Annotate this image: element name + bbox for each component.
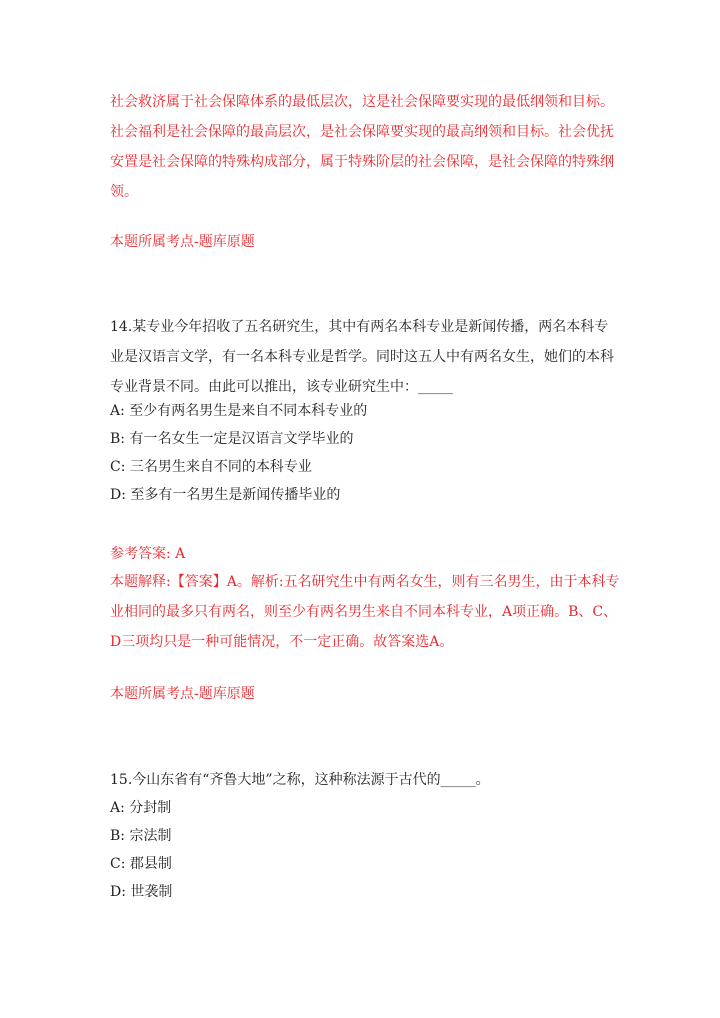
q15-option-c: C: 郡县制 [110, 856, 172, 872]
prev-explanation: 社会救济属于社会保障体系的最低层次，这是社会保障要实现的最低纲领和目标。社会福利是社会保障的最高层次，是社会保障要实现的最高纲领和目标。社会优抚安置是社会保障的特殊构成部分，属于特殊阶层的社会保障，是社会保障的特殊纲领。 [110, 94, 614, 200]
q14-option-b: B: 有一名女生一定是汉语言文学毕业的 [110, 431, 354, 447]
q15-option-d: D: 世袭制 [110, 884, 173, 900]
q15-option-a: A: 分封制 [110, 800, 172, 816]
q14-option-d: D: 至多有一名男生是新闻传播毕业的 [110, 487, 341, 503]
q14-answer: 参考答案: A [110, 546, 186, 562]
prev-source: 本题所属考点-题库原题 [110, 234, 255, 250]
q15-option-b: B: 宗法制 [110, 828, 172, 844]
q14-stem: 14.某专业今年招收了五名研究生，其中有两名本科专业是新闻传播，两名本科专业是汉语言文学，有一名本科专业是哲学。同时这五人中有两名女生，她们的本科专业背景不同。由此可以推出，该专业研究生中：_____ [110, 319, 614, 395]
q15-stem: 15.今山东省有“齐鲁大地”之称，这种称法源于古代的_____。 [110, 772, 490, 788]
q14-option-a: A: 至少有两名男生是来自不同本科专业的 [110, 403, 368, 419]
q14-option-c: C: 三名男生来自不同的本科专业 [110, 459, 312, 475]
q14-source: 本题所属考点-题库原题 [110, 686, 255, 702]
q14-explanation: 本题解释:【答案】A。解析:五名研究生中有两名女生，则有三名男生，由于本科专业相同的最多只有两名，则至少有两名男生来自不同本科专业，A项正确。B、C、D三项均只是一种可能情况，不一定正确。故答案选A。 [110, 574, 620, 650]
